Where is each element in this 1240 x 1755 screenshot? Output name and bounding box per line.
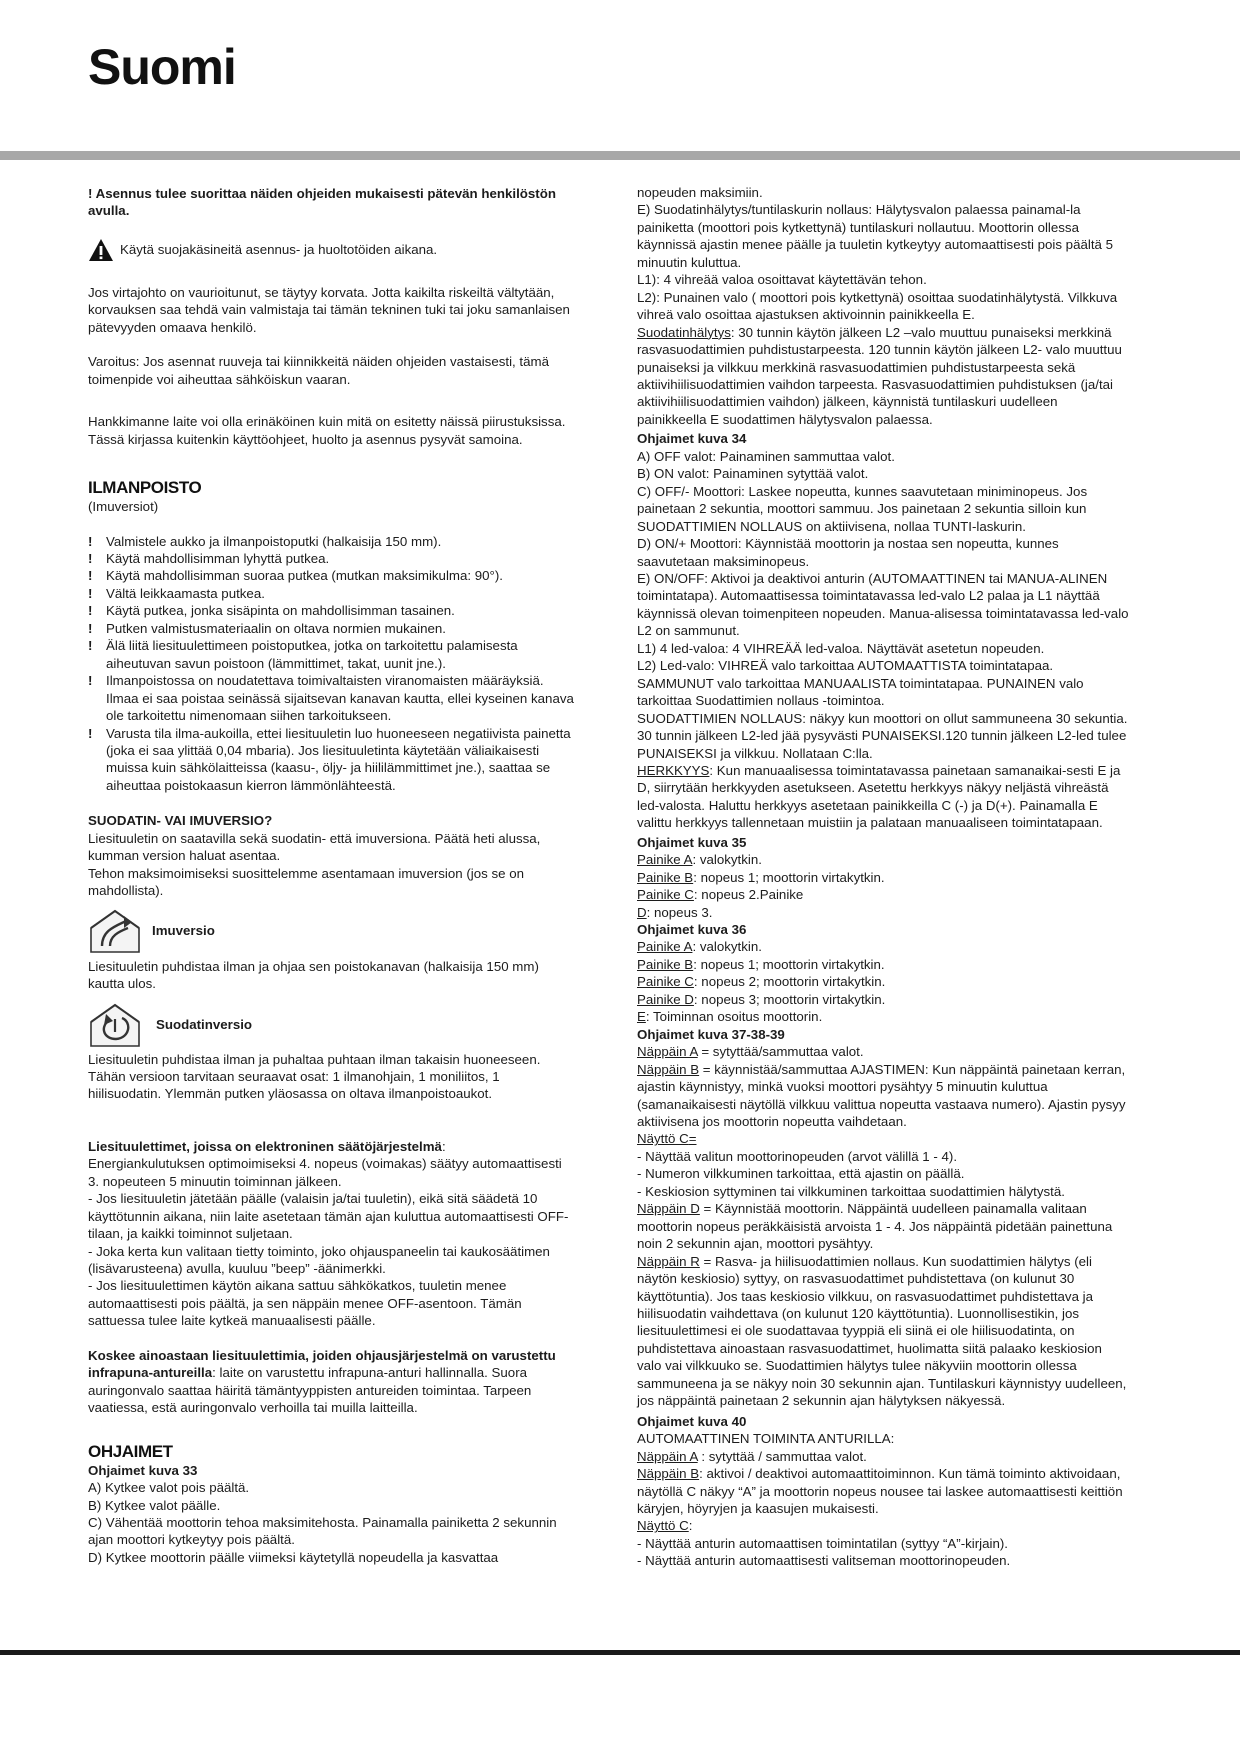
fig40-display-c: Näyttö C: [637,1518,693,1534]
page-title: Suomi [88,39,236,95]
exclamation-icon: ! [88,603,93,619]
text-line: B) Kytkee valot päälle. [88,1497,221,1513]
controls-fig37-heading: Ohjaimet kuva 37-38-39 [637,1026,785,1042]
extraction-house-icon [88,908,142,954]
text-line: C) Vähentää moottorin tehoa maksimitehosta. Painamalla painiketta 2 sekunnin ajan moottori kytkeytyy pois päältä. [88,1515,557,1548]
right-column [637,184,1130,1570]
text-line: Energiankulutuksen optimoimiseksi 4. nopeus (voimakas) säätyy automaattisesti 3. nopeuteen 5 minuutin toiminnan jälkeen. [88,1156,562,1189]
controls-fig40-heading: Ohjaimet kuva 40 [637,1413,747,1429]
exclamation-icon: ! [88,620,93,636]
controls-fig40-subheading: AUTOMAATTINEN TOIMINTA ANTURILLA: [637,1431,895,1447]
warning-triangle-icon [88,238,114,262]
list-item: ! Käytä mahdollisimman lyhyttä putkea. [88,550,330,566]
section-heading-ilmanpoisto: ILMANPOISTO [88,478,202,498]
list-item: ! Ilmanpoistossa on noudatettava toimivaltaisten viranomaisten määräyksiä. Ilmaa ei saa poistaa seinässä sijaitsevan kanavan kautta, ellei kyseinen kanava ole tarkoitettu nimenomaan siihen tarkoitukseen. [88,673,574,724]
text-line: L1): 4 vihreää valoa osoittavat käytettävän tehon. [637,272,927,288]
display-c-heading: Näyttö C= [637,1131,697,1147]
list-item: Painike B: nopeus 1; moottorin virtakytkin. [637,869,885,885]
list-item: ! Käytä mahdollisimman suoraa putkea (mutkan maksimikulma: 90°). [88,568,503,584]
bottom-divider [0,1650,1240,1655]
text-line: D) ON/+ Moottori: Käynnistää moottorin ja nostaa sen nopeutta, kunnes saavutetaan maksiminopeus. [637,536,1059,569]
intro-warning: ! Asennus tulee suorittaa näiden ohjeiden mukaisesti pätevän henkilöstön avulla. [88,186,556,219]
section-subheading: (Imuversiot) [88,499,159,515]
key-r-description: Näppäin R = Rasva- ja hiilisuodattimien nollaus. Kun suodattimien hälytys (eli näytön keskiosio) syttyy, on rasvasuodattimet puhdistettava (on kulunut 30 käyttötuntia). Jos taas keskiosio vilkkuu, on rasvasuodattimet puhdistettava ja hiilisuodatin vaihdettava (on kulunut 120 käyttötuntia). Luonnollisestikin, jos liesituulettimesi ei ole suodattavaa tyyppiä eli siinä ei ole hiilisuodatinta, on puhdistettava ainoastaan rasvasuodattimet, huolimatta siitä palaako keskiosion valo vai vilkkuuko se. Suodattimien hälytys tulee näkyviin moottorin ollessa sammuneena ja se näkyy noin 30 sekunnin ajan. Tuntilaskuri käynnistyy uudelleen, jos näppäintä painetaan 2 sekunnin ajan hälytyksen näkyessä. [637,1253,1127,1409]
exclamation-icon: ! [88,550,93,566]
key-b-description: Näppäin B = käynnistää/sammuttaa AJASTIMEN: Kun näppäintä painetaan kerran, ajastin käynnistyy, minkä vuoksi moottori pysähtyy 5 minuutin kuluttua (samanaikaisesti näytöllä vilkkuu valittua nopeutta vastaava numero). Ajastin pysyy aktiivisena jos moottorin nopeutta vaihdetaan. [637,1061,1126,1130]
controls-fig36-list [637,938,1130,1025]
text-line: L2): Punainen valo ( moottori pois kytkettynä) osoittaa suodatinhälytystä. Vilkkuva vihreä valo osoittaa ajastuksen aktivoinnin painikkeella E. [637,289,1118,323]
list-item: - Näyttää anturin automaattisen toimintatilan (syttyy “A”-kirjain). [637,1535,1008,1551]
text-line: - Joka kerta kun valitaan tietty toiminto, joko ohjauspaneelin tai kaukosäätimen (lisävarusteena) avulla, kuuluu ”beep” -äänimerkki. [88,1243,550,1277]
controls-fig35-list [637,851,1130,921]
text-line: E) Suodatinhälytys/tuntilaskurin nollaus: Hälytysvalon palaessa painamal-la painiketta (moottori pois kytkettynä) tuntilaskuri nollautuu. Moottorin ollessa käynnissä ajastin menee päälle ja tuuletin kytkeytyy automaattisesti pois päältä 5 minuutin kuluttua. [637,202,1114,270]
list-item: D: nopeus 3. [637,904,713,920]
gloves-warning: Käytä suojakäsineitä asennus- ja huoltotöiden aikana. [88,238,576,262]
filter-version-label: Suodatinversio [156,1016,253,1032]
exclamation-icon: ! [88,638,93,654]
list-item: Painike C: nopeus 2.Painike [637,887,804,903]
infrared-sensor-paragraph: Koskee ainoastaan liesituulettimia, joiden ohjausjärjestelmä on varustettu infrapuna-antureilla: laite on varustettu infrapuna-anturi hallinnalla. Suora auringonvalo saattaa häiritä tämäntyyppisten antureiden toimintaa. Tarpeen vaatiessa, estä auringonvalo verhoilla tai muilla laitteilla. [88,1347,556,1416]
left-column [88,185,576,1566]
list-item: E: Toiminnan osoitus moottorin. [637,1009,823,1025]
list-item: ! Varusta tila ilma-aukoilla, ettei liesituuletin luo huoneeseen negatiivista painetta (joka ei saa ylittää 0,04 mbaria). Jos liesituuletinta käytetään väliaikaisesti muissa kuin sähkölaitteissa (kaasu-, öljy- ja hiililämmittimet jne.), saattaa se aiheuttaa poistokaasun kierron lämmönlähteestä. [88,725,571,793]
power-cord-paragraph: Jos virtajohto on vaurioitunut, se täytyy korvata. Jotta kaikilta riskeiltä vältytään, korvauksen saa tehdä vain valmistaja tai tämän tekninen tuki tai joku samanlaisen pätevyyden omaava henkilö. [88,284,570,335]
text-line: L2) Led-valo: VIHREÄ valo tarkoittaa AUTOMAATTISTA toimintatapaa. SAMMUNUT valo tarkoittaa MANUAALISTA toimintatapaa. PUNAINEN valo tarkoittaa Suodattimien nollaus -toimintoa. [637,658,1084,709]
text-line: B) ON valot: Painaminen sytyttää valot. [637,466,869,482]
text-line: L1) 4 led-valoa: 4 VIHREÄÄ led-valoa. Näyttävät asetetun nopeuden. [637,640,1045,656]
appearance-paragraph: Hankkimanne laite voi olla erinäköinen kuin mitä on esitetty näissä piirustuksissa. Tässä kirjassa kuitenkin käyttöohjeet, huolto ja asennus pysyvät samoina. [88,414,566,447]
exclamation-icon: ! [88,725,93,741]
text-line: D) Kytkee moottorin päälle viimeksi käytetyllä nopeudella ja kasvattaa [88,1549,499,1565]
display-c-list [637,1148,1130,1200]
filter-or-extract-text: Liesituuletin on saatavilla sekä suodatin- että imuversiona. Päätä heti alussa, kumman version haluat asentaa. [88,830,541,864]
list-item: - Keskiosion syttyminen tai vilkkuminen tarkoittaa suodattimien hälytystä. [637,1183,1065,1199]
electronic-control-heading: Liesituulettimet, joissa on elektroninen säätöjärjestelmä: [88,1138,446,1154]
text-line: nopeuden maksimiin. [637,185,763,200]
list-item: Painike A: valokytkin. [637,939,762,955]
key-a-description: Näppäin A = sytyttää/sammuttaa valot. [637,1044,864,1060]
extraction-version-row [88,908,576,954]
recirculation-house-icon [88,1002,142,1048]
top-divider [0,151,1240,160]
text-line: C) OFF/- Moottori: Laskee nopeutta, kunnes saavutetaan miniminopeus. Jos painetaan 2 sekuntia, moottori sammuu. Jos painetaan 2 sekuntia silloin kun SUODATTIMIEN NOLLAUS on aktiivisena, nollaa TUNTI-laskurin. [637,483,1088,534]
extraction-version-label: Imuversio [152,922,215,938]
list-item: Painike C: nopeus 2; moottorin virtakytkin. [637,974,886,990]
list-item: ! Käytä putkea, jonka sisäpinta on mahdollisimman tasainen. [88,603,455,619]
section-heading-ohjaimet: OHJAIMET [88,1441,173,1461]
list-item: Painike A: valokytkin. [637,852,762,868]
text-line: - Jos liesituuletin jätetään päälle (valaisin ja/tai tuuletin), eikä sitä säädetä 10 käyttötunnin aikana, niin laite asetetaan tämän ajan kuluttua automaattisesti OFF-tilaan, ja kaikki toiminnot suljetaan. [88,1191,569,1242]
text-line: A) Kytkee valot pois päältä. [88,1480,250,1496]
controls-fig35-heading: Ohjaimet kuva 35 [637,834,747,850]
controls-fig34-text [637,448,1130,762]
list-item: ! Valmistele aukko ja ilmanpoistoputki (halkaisija 150 mm). [88,533,442,549]
list-item: Painike D: nopeus 3; moottorin virtakytkin. [637,991,886,1007]
filter-version-text: Liesituuletin puhdistaa ilman ja puhaltaa puhtaan ilman takaisin huoneeseen. Tähän versioon tarvitaan seuraavat osat: 1 ilmanohjain, 1 moniliitos, 1 hiilisuodatin. Ylemmän putken yläosassa on oltava ilmanpoistoaukot. [88,1051,541,1102]
list-item: - Numeron vilkkuminen tarkoittaa, että ajastin on päällä. [637,1166,965,1182]
controls-fig33-continued [637,184,1130,324]
controls-fig33-heading: Ohjaimet kuva 33 [88,1462,198,1478]
exclamation-icon: ! [88,533,93,549]
screw-warning-paragraph: Varoitus: Jos asennat ruuveja tai kiinnikkeitä näiden ohjeiden vastaisesti, tämä toimenpide voi aiheuttaa sähköiskun vaaran. [88,354,549,387]
fig40-key-a: Näppäin A : sytyttää / sammuttaa valot. [637,1448,867,1464]
sensitivity-paragraph: HERKKYYS: Kun manuaalisessa toimintatavassa painetaan samanaikai-sesti E ja D, siirrytään herkkyyden asetukseen. Asetettu herkkyys näkyy neljästä vihreästä led-valosta. Haluttu herkkyys asetetaan painikkeilla C (-) ja D(+). Painamalla E valittu herkkyys tallennetaan muistiin ja palataan manuaaliseen toimintatapaan. [637,762,1121,831]
text-line: SUODATTIMIEN NOLLAUS: näkyy kun moottori on ollut sammuneena 30 sekuntia. 30 tunnin jälkeen L2-led jää pysyvästi PUNAISEKSI.120 tunnin jälkeen L2-led tulee PUNAISEKSI ja vilkkuu. Nollataan C:lla. [637,710,1128,761]
ducting-list [88,533,576,795]
filter-alarm-paragraph: Suodatinhälytys: 30 tunnin käytön jälkeen L2 –valo muuttuu punaiseksi merkkinä rasvasuodattimien puhdistustarpeesta. 120 tunnin käytön jälkeen L2- valo muuttuu punaiseksi ja vilkkuu merkkinä rasvasuodattimien puhdistustarpeesta sekä aktiivihiilisuodattimien vaihdon tarpeesta. Rasvasuodattimien puhdistuksen (ja/tai aktiivihiilisuodattimien vaihdon) jälkeen, käynnistä tuntilaskuri uudelleen painikkeella E suodattimen hälytysvalon palaessa. [637,324,1122,427]
exclamation-icon: ! [88,585,93,601]
list-item: - Näyttää valitun moottorinopeuden (arvot välillä 1 - 4). [637,1148,958,1164]
fig40-display-c-list [637,1535,1130,1570]
list-item: ! Älä liitä liesituulettimeen poistoputkea, jotka on tarkoitettu palamisesta aiheutuvan savun poistoon (lämmittimet, takat, uunit jne.). [88,638,518,671]
extraction-version-text: Liesituuletin puhdistaa ilman ja ohjaa sen poistokanavan (halkaisija 150 mm) kautta ulos. [88,958,539,992]
list-item: ! Putken valmistusmateriaalin on oltava normien mukainen. [88,620,446,636]
fig40-key-b: Näppäin B: aktivoi / deaktivoi automaattitoiminnon. Kun tämä toiminto aktivoidaan, näytöllä C näkyy “A” ja moottorin nopeus nousee tai laskee automaattisesti keittiön käryjen, höyryjen ja kaasujen mukaisesti. [637,1466,1123,1516]
text-line: A) OFF valot: Painaminen sammuttaa valot. [637,448,895,464]
filter-or-extract-heading: SUODATIN- VAI IMUVERSIO? [88,813,273,829]
controls-fig36-heading: Ohjaimet kuva 36 [637,922,747,938]
electronic-control-text [88,1155,576,1330]
text-line: E) ON/OFF: Aktivoi ja deaktivoi anturin (AUTOMAATTINEN tai MANUA-ALINEN toimintatapa). Automaattisessa toimintatavassa led-valo L2 palaa ja L1 näyttää käynnissä olevan toimenpiteen nopeuden. Manua-alisessa toimintatavassa led-valo L2 on sammunut. [637,570,1129,639]
list-item: - Näyttää anturin automaattisesti valitseman moottorinopeuden. [637,1553,1011,1569]
key-d-description: Näppäin D = Käynnistää moottorin. Näppäintä uudelleen painamalla valitaan moottorin nopeus peräkkäisistä arvoista 1 - 4. Jos näppäintä pidetään painettuna noin 2 sekunnin ajan, moottori pysähtyy. [637,1201,1113,1252]
list-item: Painike B: nopeus 1; moottorin virtakytkin. [637,956,885,972]
filter-version-row [88,1002,576,1048]
list-item: ! Vältä leikkaamasta putkea. [88,585,265,601]
exclamation-icon: ! [88,568,93,584]
filter-or-extract-recommendation: Tehon maksimoimiseksi suosittelemme asentamaan imuversion (jos se on mahdollista). [88,865,525,899]
exclamation-icon: ! [88,673,93,689]
controls-fig34-heading: Ohjaimet kuva 34 [637,431,747,447]
exclamation-icon: ! [88,186,93,201]
text-line: - Jos liesituulettimen käytön aikana sattuu sähkökatkos, tuuletin menee automaattisesti pois päältä, ja sen näppäin menee OFF-asentoon. Tämän sattuessa tulee laite kytkeä manuaalisesti päälle. [88,1278,522,1329]
controls-fig33-text [88,1479,576,1566]
